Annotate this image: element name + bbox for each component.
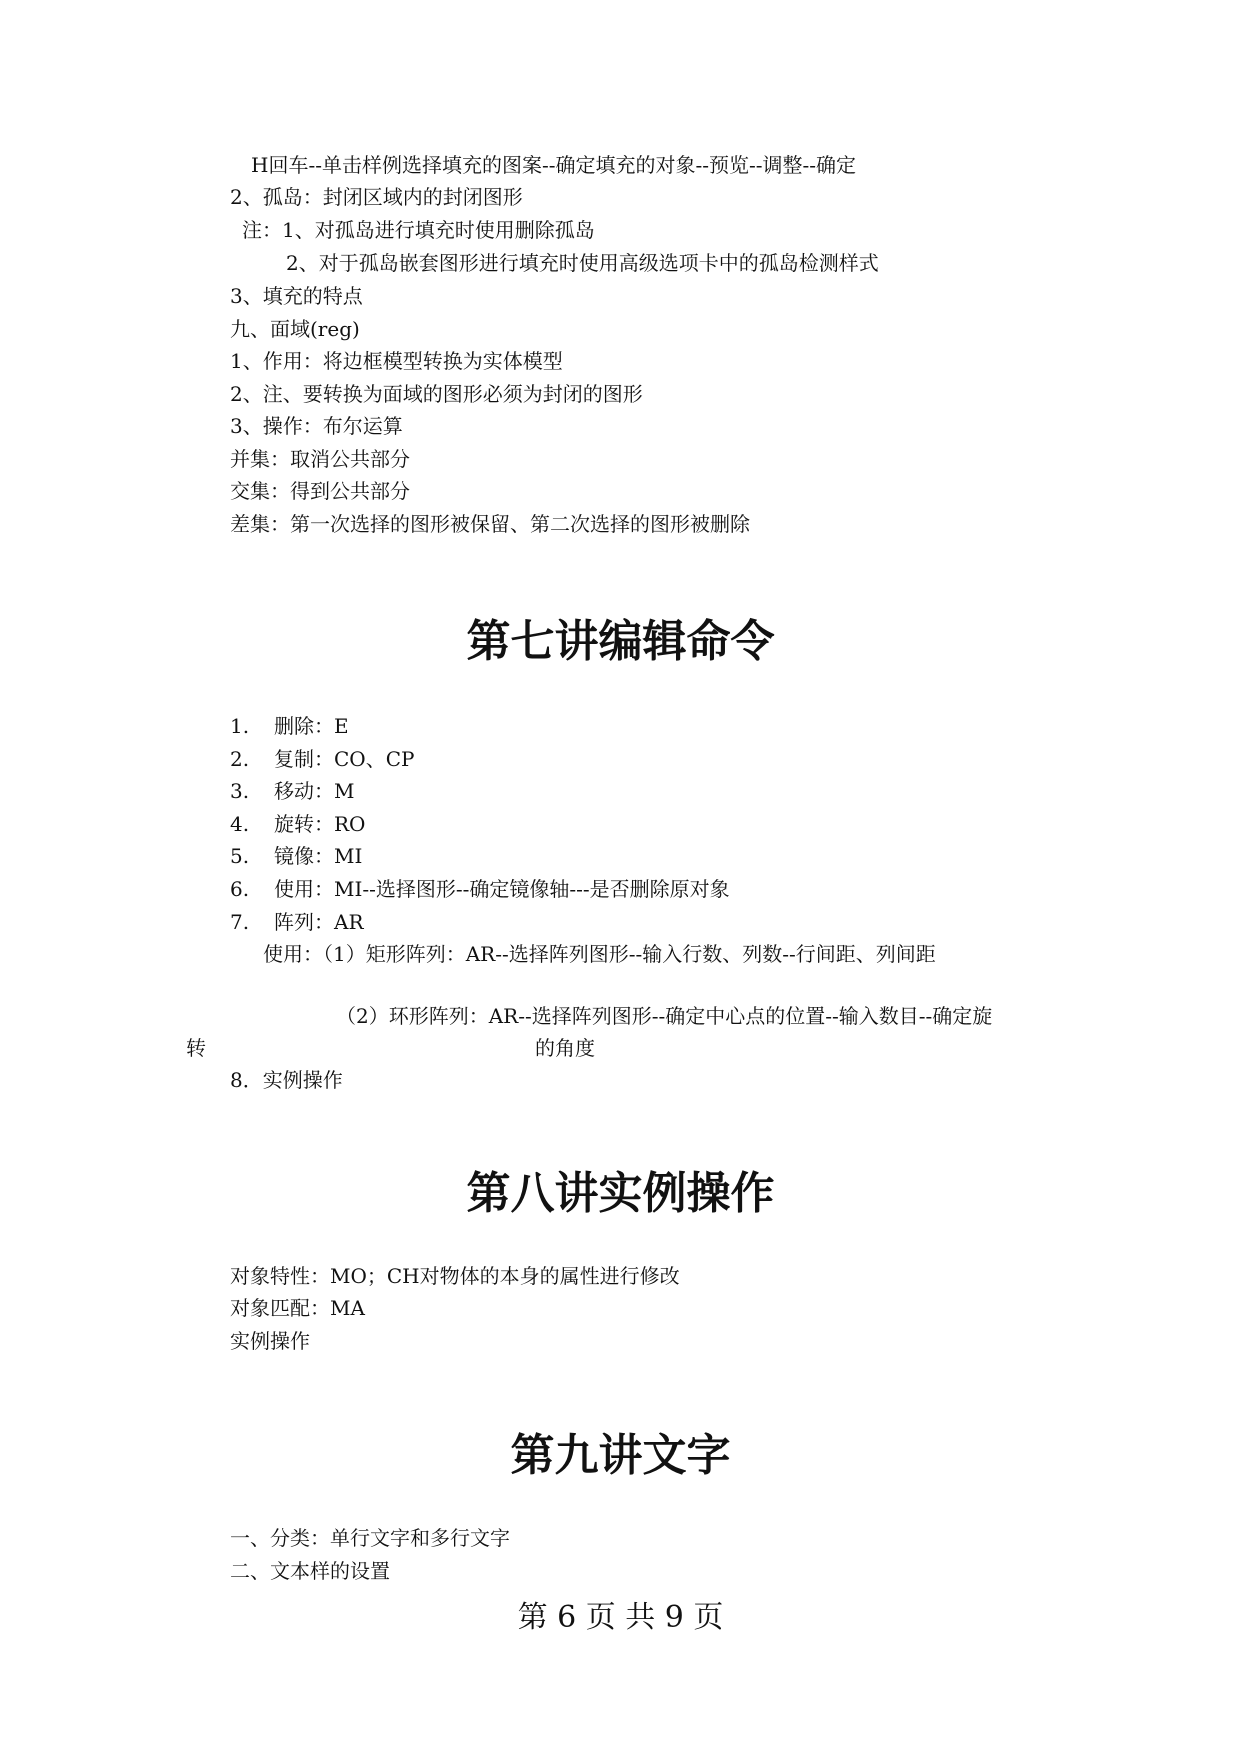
text-line: 的角度 bbox=[535, 1036, 595, 1060]
list-number: 6. bbox=[230, 877, 250, 901]
list-number: 4. bbox=[230, 812, 250, 836]
text-line: 2、对于孤岛嵌套图形进行填充时使用高级选项卡中的孤岛检测样式 bbox=[286, 251, 879, 275]
text-line: 对象特性：MO；CH对物体的本身的属性进行修改 bbox=[230, 1264, 680, 1288]
text-line: 2、孤岛：封闭区域内的封闭图形 bbox=[230, 185, 523, 209]
text-line: 差集：第一次选择的图形被保留、第二次选择的图形被删除 bbox=[230, 512, 750, 536]
text-line: 二、文本样的设置 bbox=[230, 1559, 390, 1583]
text-line: 一、分类：单行文字和多行文字 bbox=[230, 1526, 510, 1550]
list-item bbox=[230, 909, 364, 935]
list-item bbox=[230, 778, 354, 804]
text-line: 九、面域(reg) bbox=[230, 317, 360, 341]
list-text: 复制：CO、CP bbox=[274, 747, 415, 771]
list-number: 1. bbox=[230, 714, 250, 738]
list-number: 5. bbox=[230, 844, 250, 868]
text-line: （2）环形阵列：AR--选择阵列图形--确定中心点的位置--输入数目--确定旋 bbox=[336, 1004, 993, 1028]
text-line: 8．实例操作 bbox=[230, 1068, 343, 1092]
list-number: 7. bbox=[230, 910, 250, 934]
list-item bbox=[230, 843, 362, 869]
list-number: 2. bbox=[230, 747, 250, 771]
text-line: 使用：（1）矩形阵列：AR--选择阵列图形--输入行数、列数--行间距、列间距 bbox=[263, 942, 936, 966]
list-item bbox=[230, 713, 349, 739]
text-line: 注：1、对孤岛进行填充时使用删除孤岛 bbox=[242, 218, 595, 242]
list-number: 3. bbox=[230, 779, 250, 803]
text-line: 2、注、要转换为面域的图形必须为封闭的图形 bbox=[230, 382, 643, 406]
list-text: 移动：M bbox=[274, 779, 355, 803]
list-text: 阵列：AR bbox=[274, 910, 364, 934]
list-item bbox=[230, 746, 414, 772]
lecture-8-heading: 第八讲实例操作 bbox=[466, 1168, 775, 1219]
list-text: 使用：MI--选择图形--确定镜像轴---是否删除原对象 bbox=[274, 877, 730, 901]
text-line: 1、作用：将边框模型转换为实体模型 bbox=[230, 349, 563, 373]
text-line: 实例操作 bbox=[230, 1329, 310, 1353]
text-line: 转 bbox=[186, 1036, 206, 1060]
text-line: H回车--单击样例选择填充的图案--确定填充的对象--预览--调整--确定 bbox=[251, 153, 857, 177]
page-footer: 第 6 页 共 9 页 bbox=[517, 1600, 724, 1635]
lecture-9-heading: 第九讲文字 bbox=[510, 1430, 731, 1481]
text-line: 3、填充的特点 bbox=[230, 284, 363, 308]
text-line: 对象匹配：MA bbox=[230, 1296, 365, 1320]
list-item bbox=[230, 811, 365, 837]
list-text: 镜像：MI bbox=[274, 844, 363, 868]
list-text: 旋转：RO bbox=[274, 812, 366, 836]
list-item bbox=[230, 876, 730, 902]
text-line: 并集：取消公共部分 bbox=[230, 447, 410, 471]
lecture-7-heading: 第七讲编辑命令 bbox=[466, 616, 775, 667]
list-text: 删除：E bbox=[274, 714, 349, 738]
text-line: 3、操作：布尔运算 bbox=[230, 414, 403, 438]
text-line: 交集：得到公共部分 bbox=[230, 479, 410, 503]
